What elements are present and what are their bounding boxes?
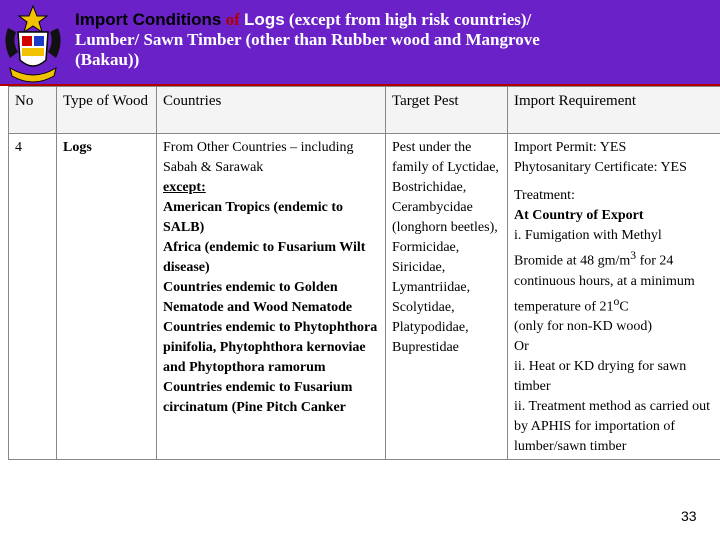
cell-countries	[157, 134, 386, 460]
req-phyto-certificate: Phytosanitary Certificate: YES	[514, 160, 687, 175]
req-heat-kd: ii. Heat or KD drying for sawn timber	[514, 359, 687, 395]
slide-header	[0, 0, 720, 86]
title-import-conditions: Import Conditions	[75, 10, 222, 29]
table-header-row	[9, 87, 720, 134]
coat-of-arms-icon	[0, 2, 66, 88]
slide-title	[75, 10, 715, 70]
title-except: (except from high risk countries)/	[284, 10, 532, 29]
req-aphis: ii. Treatment method as carried out by APHIS for importation of lumber/sawn timber	[514, 399, 710, 455]
req-at-country-of-export: At Country of Export	[514, 208, 644, 223]
req-fumigation-text-2: for 24 continuous hours, at a minimum temperature of 21	[514, 253, 695, 315]
req-celsius: C	[619, 299, 629, 315]
header-type-of-wood: Type of Wood	[57, 87, 157, 134]
cell-type: Logs	[57, 134, 157, 460]
req-fumigation	[514, 226, 714, 317]
country-phytophthora: Countries endemic to Phytophthora pinifolia, Phytophthora kernoviae and Phytopthora ramorum	[163, 320, 378, 375]
title-line-3: (Bakau))	[75, 50, 140, 69]
table-row	[9, 134, 720, 460]
cell-target-pest: Pest under the family of Lyctidae, Bostrichidae, Cerambycidae (longhorn beetles), Formicidae, Siricidae, Lymantriidae, Scolytidae, Platypodidae, Buprestidae	[386, 134, 508, 460]
req-fumigation-sup: 3	[630, 249, 637, 262]
req-import-permit: Import Permit: YES	[514, 140, 627, 155]
title-line-2: Lumber/ Sawn Timber (other than Rubber wood and Mangrove	[75, 30, 540, 49]
country-golden-nematode: Countries endemic to Golden Nematode and Wood Nematode	[163, 280, 353, 315]
header-import-requirement: Import Requirement	[508, 87, 720, 134]
country-africa: Africa (endemic to Fusarium Wilt disease)	[163, 240, 366, 275]
countries-except: except:	[163, 180, 206, 195]
countries-intro: From Other Countries – including Sabah & Sarawak	[163, 140, 354, 175]
page-number: 33	[681, 508, 697, 524]
title-of: of	[221, 10, 245, 29]
req-degree: o	[613, 294, 620, 308]
header-countries: Countries	[157, 87, 386, 134]
country-american-tropics: American Tropics (endemic to SALB)	[163, 200, 344, 235]
req-fumigation-text: i. Fumigation with Methyl Bromide at 48 gm/m	[514, 228, 662, 269]
country-fusarium-circinatum: Countries endemic to Fusarium circinatum (Pine Pitch Canker	[163, 380, 353, 415]
req-treatment: Treatment:	[514, 188, 575, 203]
req-or: Or	[514, 339, 529, 355]
import-conditions-table	[8, 86, 720, 460]
title-logs: Logs	[244, 10, 285, 29]
header-no: No	[9, 87, 57, 134]
cell-no: 4	[9, 134, 57, 460]
req-non-kd: (only for non-KD wood)	[514, 319, 653, 335]
header-target-pest: Target Pest	[386, 87, 508, 134]
cell-import-requirement	[508, 134, 720, 460]
